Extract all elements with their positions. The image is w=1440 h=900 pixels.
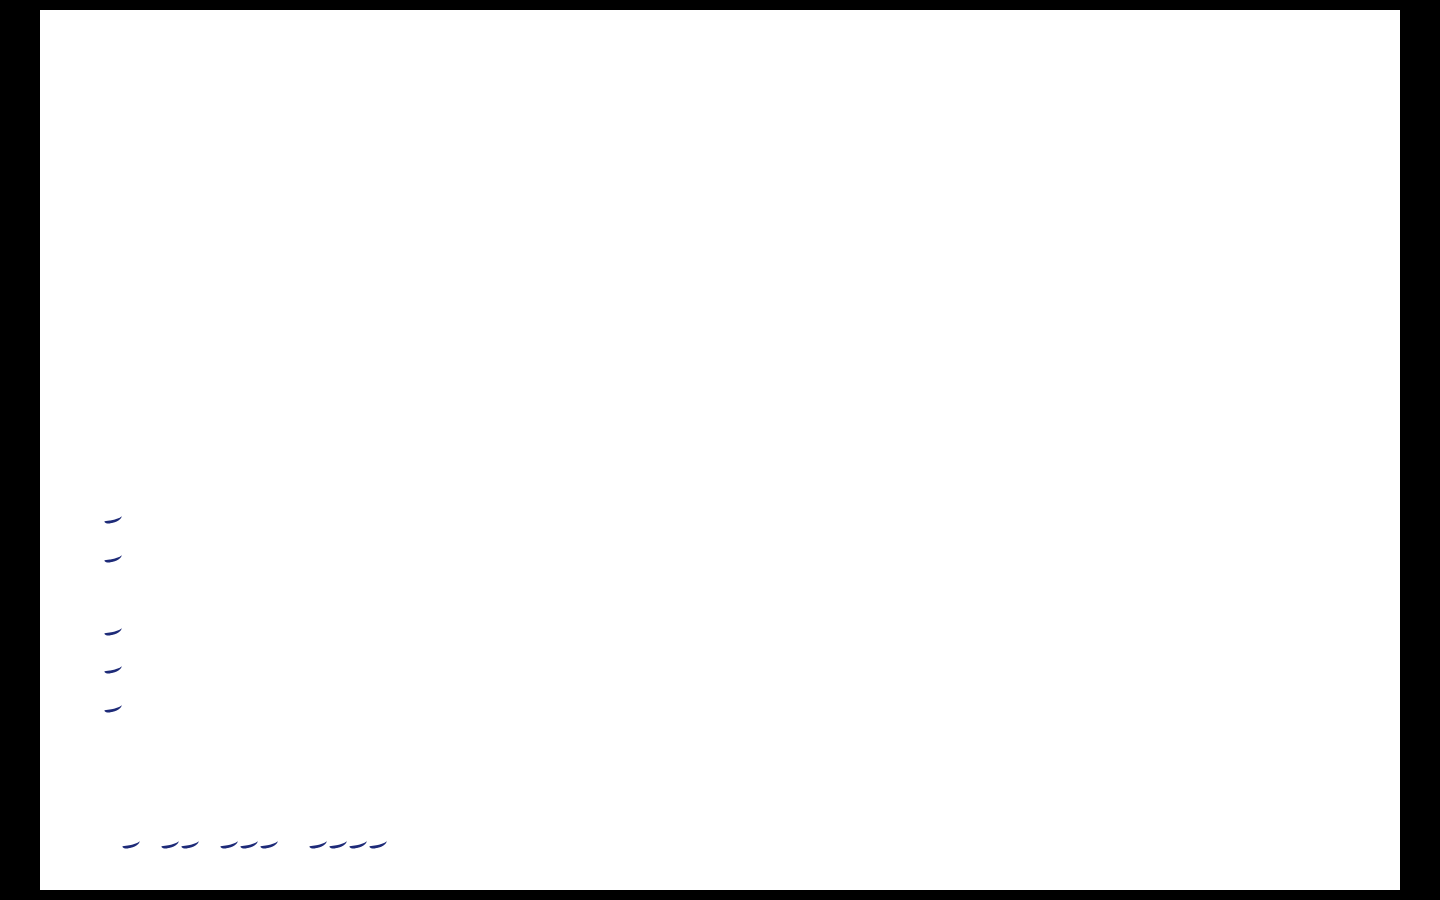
chili-pepper-icon bbox=[103, 663, 122, 674]
chili-pepper-icon bbox=[103, 625, 122, 636]
chili-pepper-icon bbox=[103, 513, 122, 524]
chili-pepper-icon bbox=[368, 838, 387, 849]
chili-pepper-icon bbox=[103, 702, 122, 713]
chili-pepper-icon bbox=[103, 552, 122, 563]
chili-pepper-icon bbox=[259, 838, 278, 849]
chili-pepper-icon bbox=[328, 838, 347, 849]
chili-pepper-icon bbox=[121, 838, 140, 849]
menu-page bbox=[40, 10, 1400, 890]
chili-pepper-icon bbox=[160, 838, 179, 849]
chili-pepper-icon bbox=[239, 838, 258, 849]
chili-pepper-icon bbox=[219, 838, 238, 849]
chili-pepper-icon bbox=[180, 838, 199, 849]
spicy-level-legend bbox=[106, 836, 389, 852]
chili-pepper-icon bbox=[308, 838, 327, 849]
chili-pepper-icon bbox=[348, 838, 367, 849]
